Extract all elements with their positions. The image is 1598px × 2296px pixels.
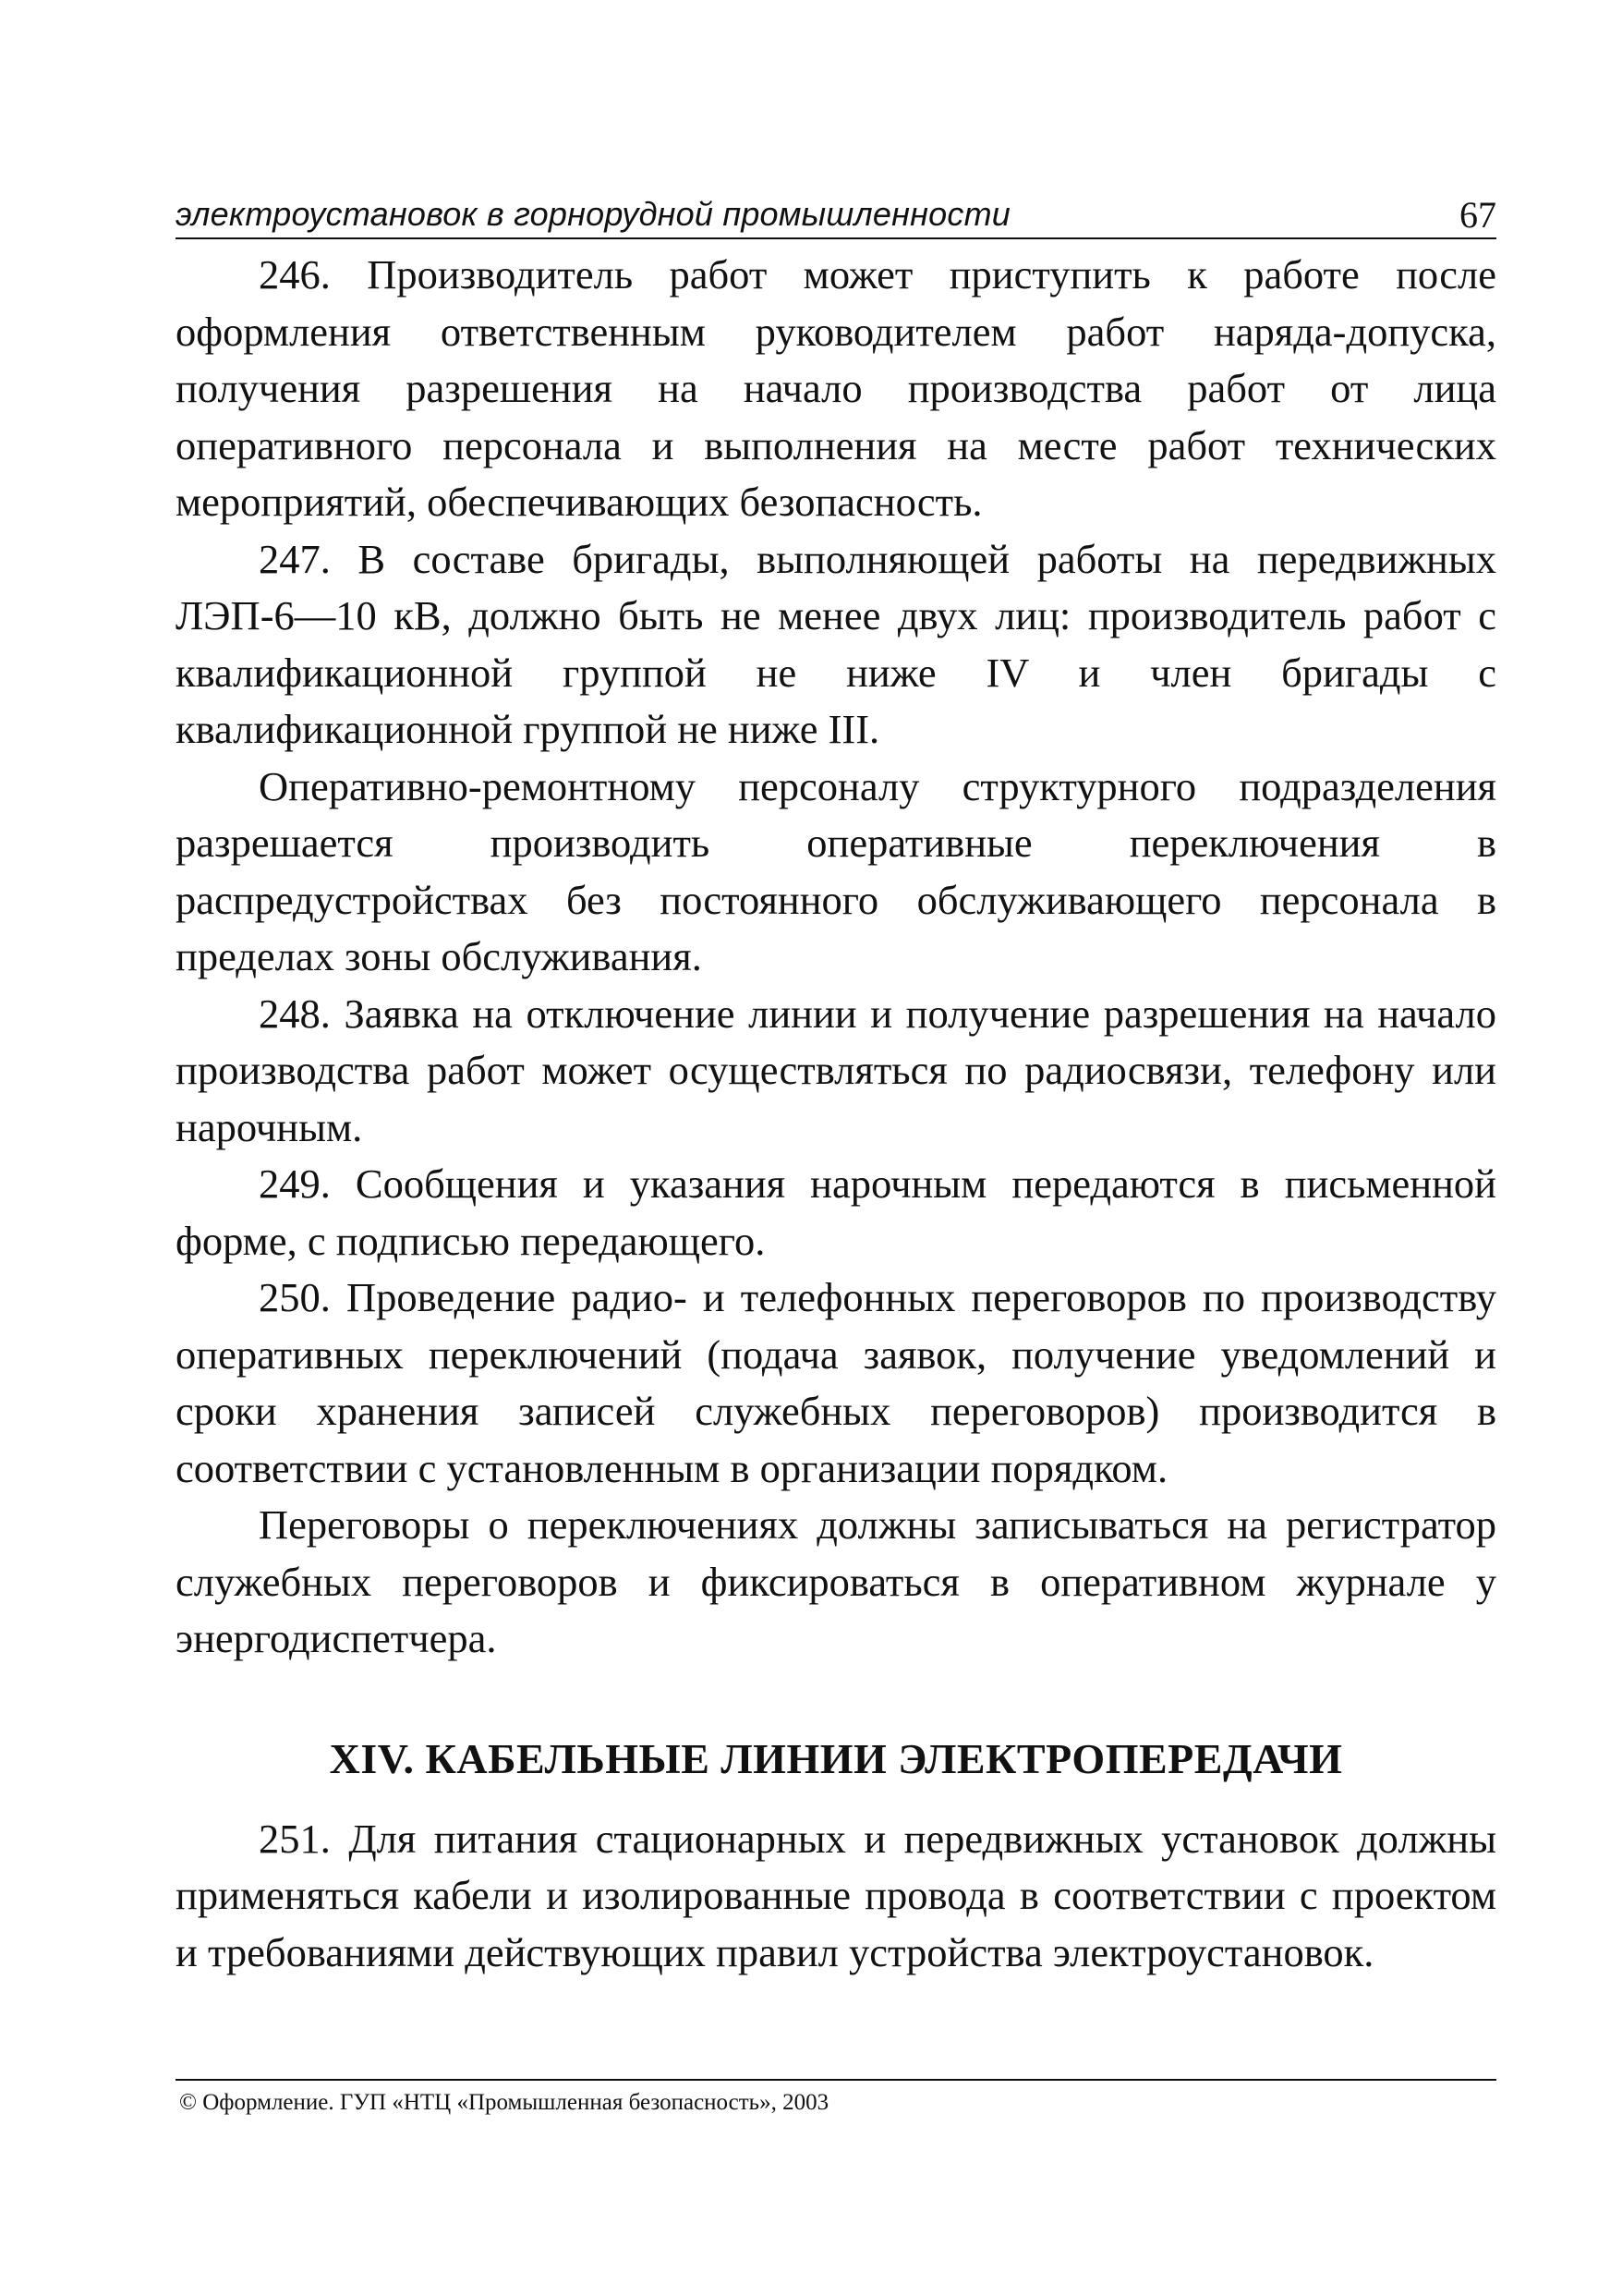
section-body xyxy=(176,1811,1496,1982)
paragraph-250-continuation: Переговоры о переключениях должны записываться на регистратор служебных переговоров и фиксироваться в оперативном журнале у энергодиспетчера. xyxy=(176,1501,1496,1661)
running-header xyxy=(176,189,1496,239)
paragraph-248: 248. Заявка на отключение линии и получение разрешения на начало производства работ может осуществляться по радиосвязи, телефону или нарочным. xyxy=(176,990,1496,1150)
body-text xyxy=(176,247,1496,1668)
page-footer xyxy=(176,2079,1496,2116)
document-page xyxy=(176,189,1496,1981)
section-heading: XIV. КАБЕЛЬНЫЕ ЛИНИИ ЭЛЕКТРОПЕРЕДАЧИ xyxy=(329,1734,1343,1782)
paragraph-246: 246. Производитель работ может приступить к работе после оформления ответственным руководителем работ наряда-допуска, получения разрешения на начало производства работ от лица оперативного персонала и выполнения на месте работ технических мероприятий, обеспечивающих безопасность. xyxy=(176,251,1496,525)
paragraph-249: 249. Сообщения и указания нарочным передаются в письменной форме, с подписью передающего. xyxy=(176,1160,1496,1264)
running-header-title: электроустановок в горнорудной промышленности xyxy=(176,195,1011,233)
page-number: 67 xyxy=(1459,194,1496,236)
copyright-notice: © Оформление. ГУП «НТЦ «Промышленная безопасность», 2003 xyxy=(179,2090,829,2115)
paragraph-247: 247. В составе бригады, выполняющей работы на передвижных ЛЭП-6—10 кВ, должно быть не менее двух лиц: производитель работ с квалификационной группой не ниже IV и член бригады с квалификационной группой не ниже III. xyxy=(176,535,1496,752)
paragraph-251: 251. Для питания стационарных и передвижных установок должны применяться кабели и изолированные провода в соответствии с проектом и требованиями действующих правил устройства электроустановок. xyxy=(176,1815,1496,1975)
paragraph-247-continuation: Оперативно-ремонтному персоналу структурного подразделения разрешается производить оперативные переключения в распредустройствах без постоянного обслуживающего персонала в пределах зоны обслуживания. xyxy=(176,762,1496,979)
paragraph-250: 250. Проведение радио- и телефонных переговоров по производству оперативных переключений (подача заявок, получение уведомлений и сроки хранения записей служебных переговоров) производится в соответствии с установленным в организации порядком. xyxy=(176,1274,1496,1491)
